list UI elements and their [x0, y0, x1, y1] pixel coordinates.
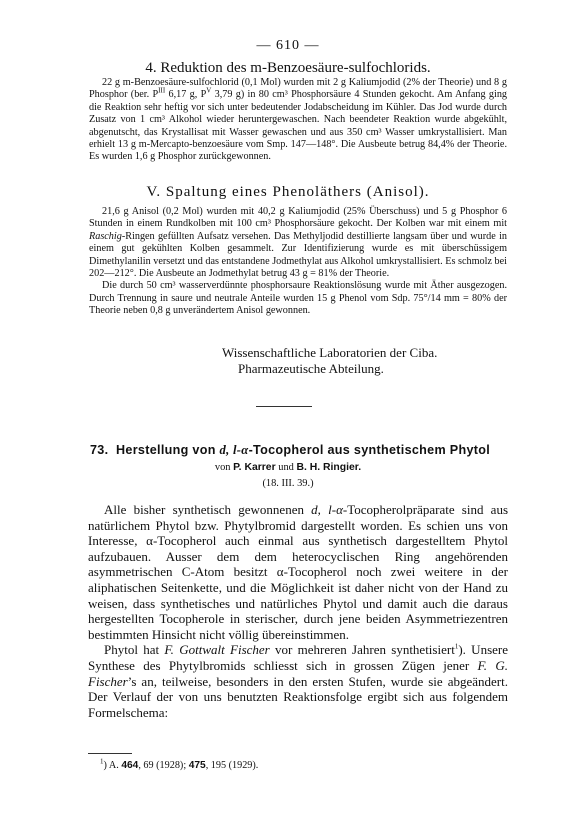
authors-prefix: von [214, 462, 231, 473]
article-title [90, 443, 490, 458]
text-run: 3,79 g) in 80 cm³ Phosphorsäure 4 Stunden gekocht. Am Anfang ging die Reaktion sehr heftig vor sich unter bedeutender Jodabscheidung im Kühler. Das Jod wurde durch Zusatz von 1 cm³ Alkohol wieder heruntergewaschen. Nach beendeter Reaktion wurde abgekühlt, abgenutscht, das Krystallisat mit Wasser gewaschen und aus 350 cm³ Wasser umkrystallisiert. Man erhielt 13 g m-Mercapto-benzoesäure vom Smp. 147—148°. Die Ausbeute betrug 84,4% der Theorie. Es wurden 1,6 g Phosphor zurückgewonnen. [89, 89, 508, 163]
superscript: III [158, 87, 166, 96]
emphasis: d, l-α [311, 502, 343, 517]
text-run: Phytol hat [104, 642, 165, 658]
signature-line-2: Pharmazeutische Abteilung. [238, 361, 384, 376]
article-authors [0, 462, 576, 473]
text-run: 22 g m-Benzoesäure-sulfochlorid (0,1 Mol) wurden mit 2 g Kaliumjodid (2% der Theorie) und 8 g Phosphor (ber. P [89, 77, 507, 101]
footnote-reference: 1 [454, 643, 459, 652]
text-run: 6,17 g, P [165, 89, 207, 101]
emphasis: Raschig [89, 230, 122, 242]
section-5-paragraph-1 [89, 206, 507, 280]
footnote [100, 757, 259, 771]
section-4-paragraph [89, 77, 507, 164]
text-run: ’s an, teilweise, besonders in den ersten Stufen, wurde sie abgeändert. Der Verlauf der von uns benutzten Reaktionsfolge ergibt sich aus folgendem Formelschema: [88, 673, 508, 720]
text-run: 21,6 g Anisol (0,2 Mol) wurden mit 40,2 g Kaliumjodid (25% Überschuss) und 5 g Phosphor 6 Stunden in einem Rundkolben mit 100 cm³ Phosphorsäure gekocht. Der Kolben war mit einem mit [89, 206, 507, 230]
text-run: , 195 (1929). [205, 760, 259, 771]
section-divider [256, 406, 312, 407]
text-run: -Ringen gefüllten Aufsatz versehen. Das Methyljodid destillierte langsam über und wurde in einem gut gekühlten Kolben gesammelt. Zur Identifizierung wurde es mit überschüssigem Dimethylanilin versetzt und das entstandene Jodmethylat aus Alkohol umkrystallisiert. Es schmolz bei 202—212°. Die Ausbeute an Jodmethylat betrug 43 g = 81% der Theorie. [89, 230, 507, 280]
superscript: V [206, 87, 212, 96]
text-run: , 69 (1928); [138, 760, 189, 771]
section-5-text [89, 206, 507, 318]
text-run: Alle bisher synthetisch gewonnenen [104, 502, 312, 517]
article-paragraph-2 [88, 642, 508, 720]
title-emphasis: d, l-α [219, 443, 249, 457]
text-run: vor mehreren Jahren synthetisiert [269, 642, 455, 658]
emphasis: F. Gottwalt Fischer [164, 642, 270, 658]
author-name: B. H. Ringier. [296, 462, 362, 473]
article-body [88, 502, 508, 720]
authors-conjunction: und [278, 462, 294, 473]
text-run: ). Unsere Synthese des Phytylbromids schliesst sich in grossen Zügen jener [88, 642, 508, 673]
title-text: -Tocopherol aus synthetischem Phytol [248, 443, 491, 457]
author-name: P. Karrer [233, 462, 276, 473]
title-text: Herstellung von [116, 443, 220, 457]
footnote-rule [88, 753, 132, 754]
volume-number: 464 [121, 760, 139, 771]
emphasis: F. G. Fischer [88, 657, 508, 689]
page-number: — 610 — [256, 38, 320, 53]
signature-block [222, 345, 437, 377]
article-date: (18. III. 39.) [262, 478, 314, 489]
section-4-heading: 4. Reduktion des m-Benzoesäure-sulfochlorids. [145, 60, 431, 76]
article-paragraph-1 [88, 502, 508, 642]
volume-number: 475 [188, 760, 206, 771]
article-number: 73. [90, 443, 109, 457]
footnote-marker: 1 [100, 757, 104, 766]
text-run: ) A. [103, 760, 122, 771]
section-4-text [89, 77, 507, 164]
text-run: -Tocopherolpräparate sind aus natürlichem Phytol bzw. Phytylbromid dargestellt worden. Es schien uns von Interesse, α-Tocopherol auch einmal aus synthetisch dargestelltem Phytol aufzubauen. Ausser dem dem heterocyclischen Ring angehörenden asymmetrischen C-Atom besitzt α-Tocopherol noch zwei weitere in der aliphatischen Seitenkette, und die Möglichkeit ist daher nicht von der Hand zu weisen, dass synthetisches und natürliches Phytol und damit auch die daraus hergestellten Tocopherole in sterischer, durch jene beiden Asymmetriezentren bestimmten Hinsicht nicht völlig übereinstimmen. [88, 502, 509, 642]
section-5-paragraph-2: Die durch 50 cm³ wasserverdünnte phosphorsaure Reaktionslösung wurde mit Äther ausgezogen. Durch Trennung in saure und neutrale Anteile wurden 15 g Phenol vom Sdp. 75°/14 mm = 80% der Theorie neben 0,8 g unverändertem Anisol gewonnen. [89, 280, 507, 317]
section-5-heading: V. Spaltung eines Phenoläthers (Anisol). [146, 184, 430, 200]
signature-line-1: Wissenschaftliche Laboratorien der Ciba. [222, 345, 438, 360]
